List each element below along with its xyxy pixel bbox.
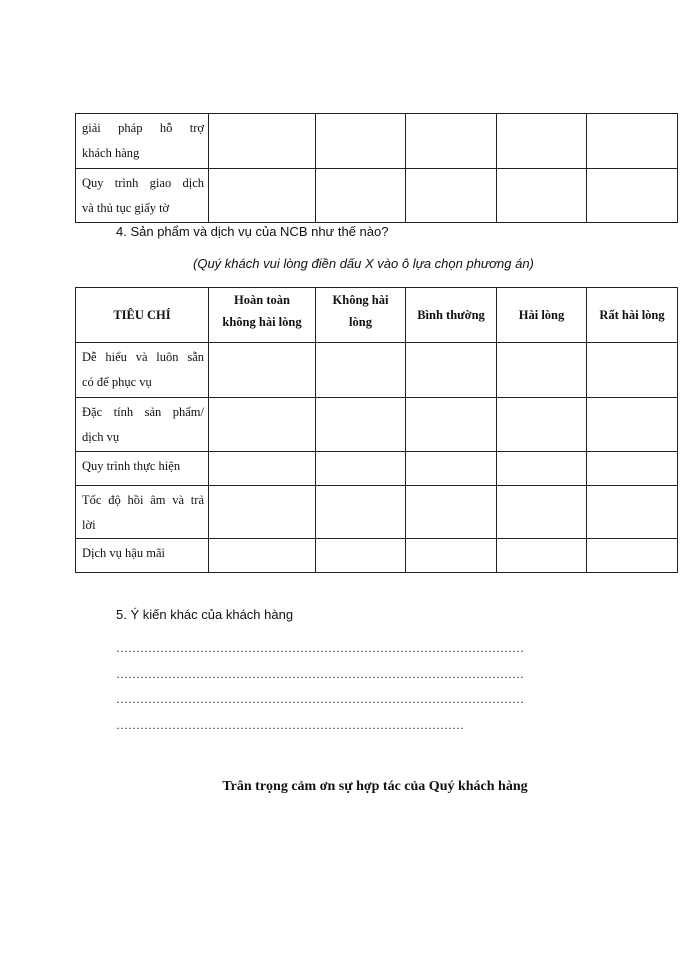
rating-cell[interactable] [209,343,316,398]
rating-cell[interactable] [497,343,587,398]
answer-line[interactable]: ………………………………………………………………………………………… [116,692,524,706]
rating-cell[interactable] [316,114,406,169]
rating-cell[interactable] [316,486,406,539]
header-satisfied: Hài lòng [497,288,587,343]
header-criteria: TIÊU CHÍ [76,288,209,343]
rating-cell[interactable] [497,169,587,223]
instruction-note: (Quý khách vui lòng điền dấu X vào ô lựa chọn phương án) [193,256,534,271]
rating-cell[interactable] [209,114,316,169]
closing-thanks: Trân trọng cảm ơn sự hợp tác của Quý khách hàng [222,779,528,794]
table-header-row [76,288,678,343]
criteria-line: dịch vụ [82,430,120,444]
criteria-line: giải pháp hỗ trợ [82,121,204,135]
answer-line[interactable]: ………………………………………………………………………………………… [116,667,524,681]
rating-cell[interactable] [316,343,406,398]
question-4: 4. Sản phẩm và dịch vụ của NCB như thế nào? [116,224,389,239]
header-dissatisfied [316,288,406,343]
rating-cell[interactable] [587,343,678,398]
rating-cell[interactable] [209,452,316,486]
rating-cell[interactable] [316,539,406,573]
criteria-cell [76,539,209,573]
rating-cell[interactable] [406,452,497,486]
table-row [76,452,678,486]
rating-cell[interactable] [406,343,497,398]
rating-table [75,287,678,573]
rating-cell[interactable] [209,169,316,223]
rating-cell[interactable] [316,169,406,223]
header-line: Không hài [332,293,389,307]
table-row [76,114,678,169]
rating-cell[interactable] [209,398,316,452]
criteria-line: khách hàng [82,146,140,160]
criteria-line: Dịch vụ hậu mãi [82,546,165,560]
rating-cell[interactable] [497,539,587,573]
rating-cell[interactable] [406,169,497,223]
answer-line[interactable]: …………………………………………………………………………… [116,718,464,732]
rating-cell[interactable] [497,398,587,452]
header-very-satisfied: Rất hài lòng [587,288,678,343]
header-line: lòng [349,315,372,329]
criteria-line: và thủ tục giấy tờ [82,201,170,215]
table-row [76,343,678,398]
criteria-cell [76,398,209,452]
criteria-line: Quy trình giao dịch [82,176,204,190]
rating-cell[interactable] [587,169,678,223]
rating-cell[interactable] [406,114,497,169]
criteria-line: Dễ hiểu và luôn sẵn [82,350,204,364]
criteria-cell [76,169,209,223]
rating-cell[interactable] [587,539,678,573]
table-row [76,539,678,573]
rating-cell[interactable] [406,486,497,539]
header-line: không hài lòng [222,315,302,329]
criteria-line: có để phục vụ [82,375,152,389]
rating-cell[interactable] [209,539,316,573]
criteria-line: Tốc độ hồi âm và trả [82,493,204,507]
rating-cell[interactable] [316,398,406,452]
question-5: 5. Ý kiến khác của khách hàng [116,607,294,622]
rating-cell[interactable] [587,398,678,452]
table-continued [75,113,678,223]
criteria-line: Đặc tính sản phẩm/ [82,405,204,419]
rating-cell[interactable] [316,452,406,486]
table-row [76,169,678,223]
criteria-cell [76,343,209,398]
header-neutral: Bình thường [406,288,497,343]
rating-cell[interactable] [497,486,587,539]
rating-cell[interactable] [587,486,678,539]
rating-cell[interactable] [497,452,587,486]
criteria-line: Quy trình thực hiện [82,459,181,473]
table-row [76,398,678,452]
rating-cell[interactable] [406,398,497,452]
rating-cell[interactable] [497,114,587,169]
header-very-dissatisfied [209,288,316,343]
criteria-cell [76,114,209,169]
rating-cell[interactable] [587,452,678,486]
rating-cell[interactable] [209,486,316,539]
table-row [76,486,678,539]
answer-line[interactable]: ………………………………………………………………………………………… [116,641,524,655]
criteria-line: lời [82,518,96,532]
rating-cell[interactable] [406,539,497,573]
criteria-cell [76,452,209,486]
rating-cell[interactable] [587,114,678,169]
criteria-cell [76,486,209,539]
header-line: Hoàn toàn [234,293,290,307]
